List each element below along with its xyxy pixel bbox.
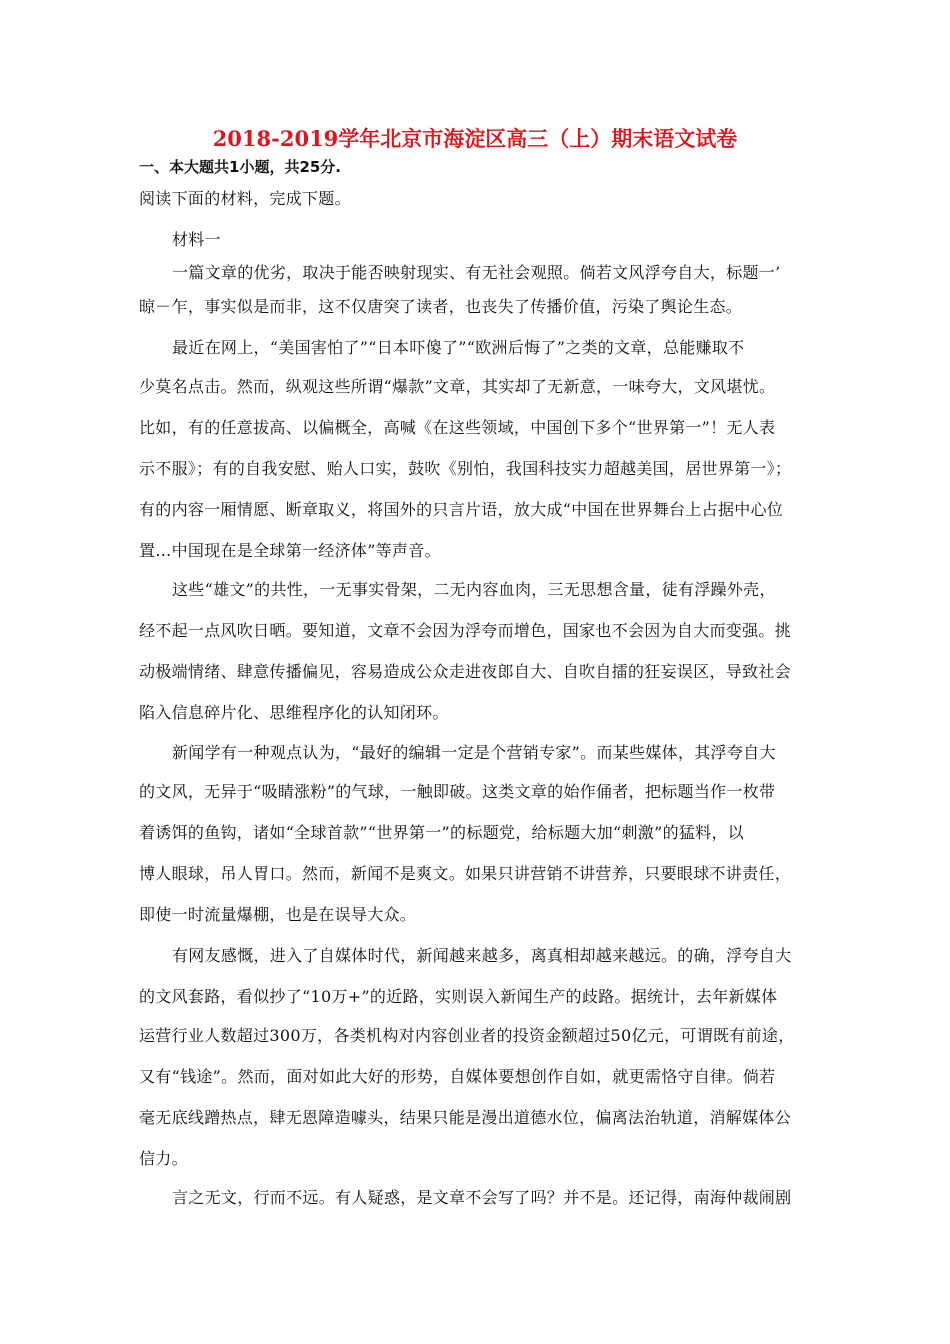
paragraph-line: 着诱饵的鱼钩，诸如“全球首款”“世界第一”的标题党，给标题大加“刺激”的猛料，以 [139,823,745,842]
paragraph-line: 陷入信息碎片化、思维程序化的认知闭环。 [139,703,449,722]
paragraph-line: 比如，有的任意拔高、以偏概全，高喊《在这些领域，中国创下多个“世界第一”！无人表 [139,418,776,437]
paragraph-line: 的文风套路，看似抄了“10万+”的近路，实则误入新闻生产的歧路。据统计，去年新媒体 [139,987,778,1006]
paragraph-line: 有网友感慨，进入了自媒体时代，新闻越来越多，离真相却越来越远。的确，浮夸自大 [172,946,792,965]
paragraph-line: 信力。 [139,1149,188,1168]
paragraph-line: 有的内容一厢情愿、断章取义，将国外的只言片语，放大成“中国在世界舞台上占据中心位 [139,500,784,519]
paragraph-line: 动极端情绪、肆意传播偏见，容易造成公众走进夜郎自大、自吹自擂的狂妄误区，导致社会 [139,662,792,681]
instruction-line: 阅读下面的材料，完成下题。 [139,189,351,208]
paragraph-line: 经不起一点风吹日晒。要知道，文章不会因为浮夸而增色，国家也不会因为自大而变强。挑 [139,621,792,640]
paragraph-line: 即使一时流量爆棚，也是在误导大众。 [139,905,417,924]
paragraph-line: 运营行业人数超过300万，各类机构对内容创业者的投资金额超过50亿元，可谓既有前途， [139,1026,795,1045]
material-label: 材料一 [172,230,221,249]
paragraph-line: 最近在网上，“美国害怕了”“日本吓傻了”“欧洲后悔了”之类的文章，总能赚取不 [172,338,745,357]
paragraph-line: 一篇文章的优劣，取决于能否映射现实、有无社会观照。倘若文风浮夸自大，标题一’ [172,263,781,282]
paragraph-line: 言之无文，行而不远。有人疑惑，是文章不会写了吗？并不是。还记得，南海仲裁闹剧 [172,1188,792,1207]
section-heading: 一、本大题共1小题，共25分. [139,158,342,176]
paragraph-line: 新闻学有一种观点认为，“最好的编辑一定是个营销专家”。而某些媒体，其浮夸自大 [172,743,776,762]
paragraph-line: 博人眼球，吊人胃口。然而，新闻不是爽文。如果只讲营销不讲营养，只要眼球不讲责任， [139,864,792,883]
paragraph-line: 又有“钱途”。然而，面对如此大好的形势，自媒体要想创作自如，就更需恪守自律。倘若 [139,1067,776,1086]
paragraph-line: 的文风，无异于“吸睛涨粉”的气球，一触即破。这类文章的始作俑者，把标题当作一枚带 [139,782,776,801]
paragraph-line: 毫无底线蹭热点，肆无恩障造噱头，结果只能是漫出道德水位，偏离法治轨道，消解媒体公 [139,1108,792,1127]
paragraph-line: 置…中国现在是全球第一经济体”等声音。 [139,541,441,560]
document-title: 2018-2019学年北京市海淀区高三（上）期末语文试卷 [212,126,738,151]
paragraph-line: 这些“雄文”的共性，一无事实骨架，二无内容血肉，三无思想含量，徒有浮躁外壳， [172,580,776,599]
paragraph-line: 少莫名点击。然而，纵观这些所谓“爆款”文章，其实却了无新意，一味夸大，文风堪忧。 [139,377,776,396]
paragraph-line: 晾－乍，事实似是而非，这不仅唐突了读者，也丧失了传播价值，污染了舆论生态。 [139,297,743,316]
paragraph-line: 示不服》；有的自我安慰、贻人口实，鼓吹《别怕，我国科技实力超越美国，居世界第一》； [139,459,792,478]
